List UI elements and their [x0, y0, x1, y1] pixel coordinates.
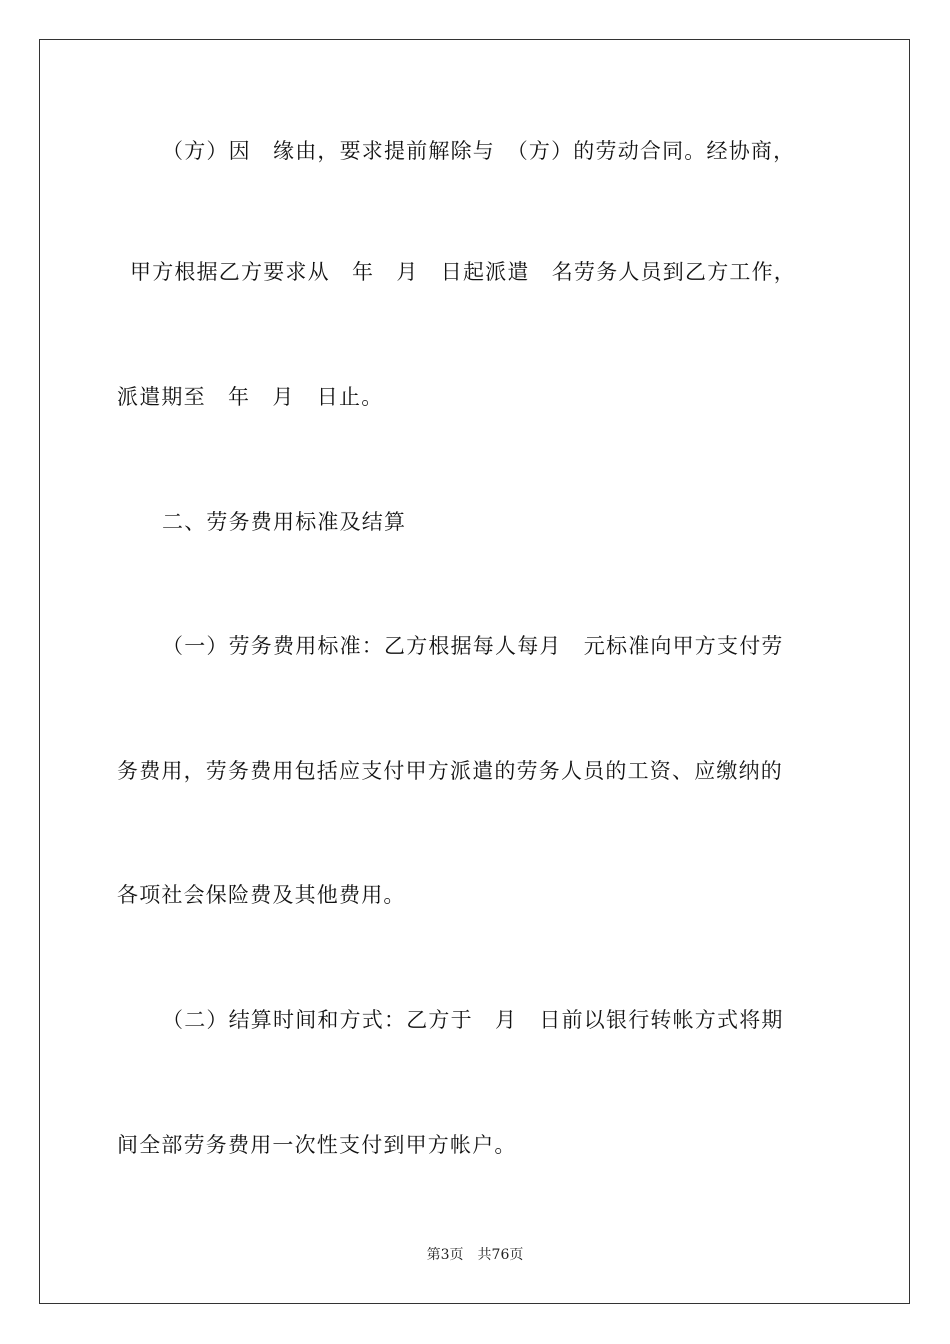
- body-line-5: （一）劳务费用标准：乙方根据每人每月 元标准向甲方支付劳: [162, 634, 784, 658]
- body-line-1: （方）因 缘由，要求提前解除与 （方）的劳动合同。经协商，: [162, 139, 796, 163]
- body-line-7: 各项社会保险费及其他费用。: [117, 883, 406, 907]
- page-border: [39, 39, 910, 1304]
- body-line-9: 间全部劳务费用一次性支付到甲方帐户。: [117, 1133, 517, 1157]
- body-line-6: 务费用，劳务费用包括应支付甲方派遣的劳务人员的工资、应缴纳的: [117, 759, 783, 783]
- page-number-footer: 第3页 共76页: [426, 1247, 524, 1263]
- section-heading: 二、劳务费用标准及结算: [162, 510, 407, 534]
- body-line-2: 甲方根据乙方要求从 年 月 日起派遣 名劳务人员到乙方工作，: [130, 260, 796, 284]
- body-line-8: （二）结算时间和方式：乙方于 月 日前以银行转帐方式将期: [162, 1008, 784, 1032]
- body-line-3: 派遣期至 年 月 日止。: [117, 385, 384, 409]
